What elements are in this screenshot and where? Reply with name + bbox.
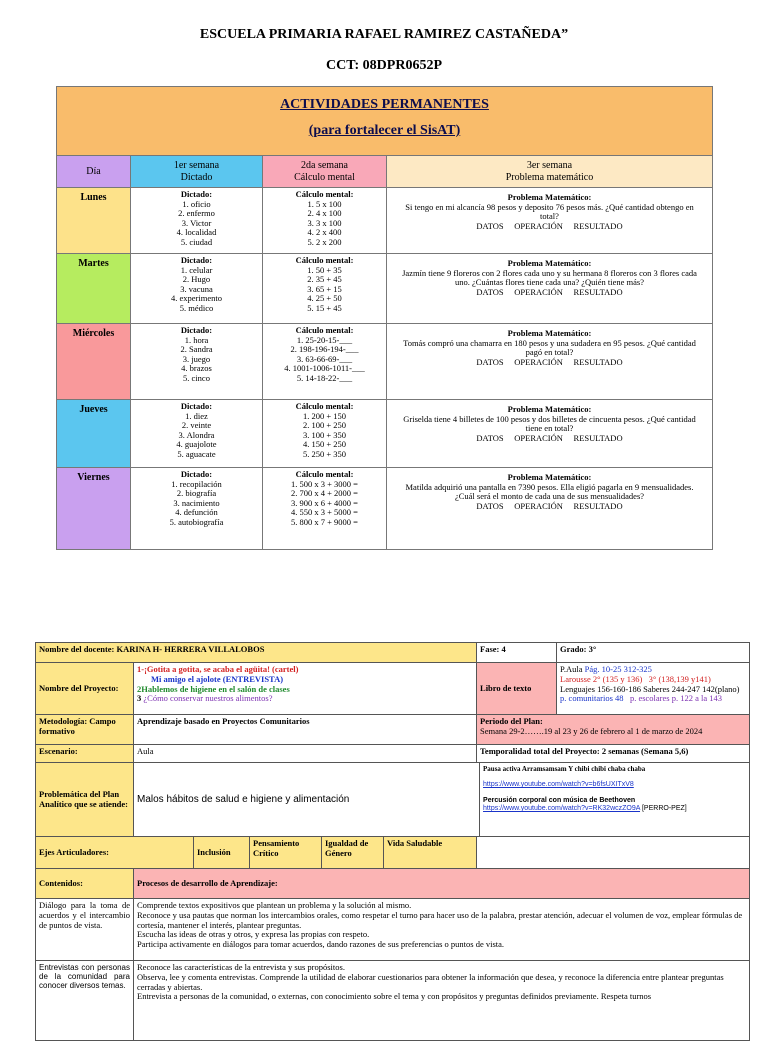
list-item: 5. 2 x 200 <box>307 236 342 247</box>
list-item: 4. defunción <box>175 507 218 518</box>
list-item: 1. recopilación <box>171 478 222 489</box>
dictation-cell: Dictado: 1. oficio 2. enfermo 3. Victor 4. localidad 5. ciudad <box>131 188 263 254</box>
process-label: Procesos de desarrollo de Aprendizaje: <box>134 869 750 899</box>
school-name: ESCUELA PRIMARIA RAFAEL RAMIREZ CASTAÑEDA” <box>199 27 569 42</box>
activity-row <box>57 188 713 254</box>
problem-cell: Problema Matemático: Matilda adquirió una pantalla en 7390 pesos. Ella eligió pagarla en 9 mensualidades. ¿Cuál será el monto de cada una de sus mensualidades? DATOS OPERACIÓN RESULTADO <box>387 468 713 550</box>
activities-title: ACTIVIDADES PERMANENTES <box>280 97 489 113</box>
day-cell: Lunes <box>57 188 131 254</box>
teacher-row: Nombre del docente: KARINA H- HERRERA VILLALOBOS <box>36 643 477 663</box>
col-week1-header: 1er semana Dictado <box>131 156 263 188</box>
list-item: 4. brazos <box>181 363 212 374</box>
day-cell: Miércoles <box>57 324 131 400</box>
list-item: 4. 150 + 250 <box>302 439 347 450</box>
col-day-header: Día <box>57 156 131 188</box>
process-dialogue: Comprende textos expositivos que plantean un problema y la solución al mismo. Reconoce y usa pautas que norman los intercambios orales, como respetar el turno para hacer uso de la palabra, prestar atención, adecuar el volumen de voz, emplear fórmulas de cortesía, mantener el interés, plantear preguntas. Escucha las ideas de otras y otros, y expresa las propias con respeto. Participa activamente en diálogos para tomar acuerdos, dando razones de sus preferencias o puntos de vista. <box>134 899 750 961</box>
mental-calc-cell: Cálculo mental: 1. 50 + 35 2. 35 + 45 3. 65 + 15 4. 25 + 50 5. 15 + 45 <box>263 254 387 324</box>
list-item: 3. 900 x 6 + 4000 = <box>291 497 358 508</box>
problem-cell: Problema Matemático: Griselda tiene 4 billetes de 100 pesos y dos billetes de cincuenta pesos. ¿Qué cantidad tiene en total? DATOS OPERACIÓN RESULTADO <box>387 400 713 468</box>
content-dialogue: Diálogo para la toma de acuerdos y el intercambio de puntos de vista. <box>36 899 134 961</box>
list-item: 3. 63-66-69-___ <box>296 353 353 364</box>
project-name: 1-¡Gotita a gotita, se acaba el agüita! (cartel) Mi amigo el ajolote (ENTREVISTA) 2Hablemos de higiene en el salón de clases 3 ¿Cómo conservar nuestros alimentos? <box>134 663 477 715</box>
list-item: 4. experimento <box>171 293 222 304</box>
problem-cell: Problema Matemático: Si tengo en mi alcancía 98 pesos y deposito 76 pesos más. ¿Qué cantidad obtengo en total? DATOS OPERACIÓN RESULTADO <box>387 188 713 254</box>
list-item: 1. 25-20-15-___ <box>296 334 353 345</box>
phase: Fase: 4 <box>477 643 557 663</box>
duration: Temporalidad total del Proyecto: 2 semanas (Semana 5,6) <box>477 745 750 763</box>
problem-label: Problemática del Plan Analítico que se atiende: <box>36 763 134 837</box>
list-item: 3. Victor <box>181 217 212 228</box>
list-item: 2. Hugo <box>182 274 211 285</box>
scene: Aula <box>134 745 477 763</box>
list-item: 5. cinco <box>183 372 210 383</box>
axes-row <box>36 837 750 869</box>
col-week3-header: 3er semana Problema matemático <box>387 156 713 188</box>
problem-cell: Problema Matemático: Jazmín tiene 9 floreros con 2 flores cada uno y su hermana 8 floreros con 3 flores cada uno. ¿Cuántas flores tiene cada una? ¿Quién tiene más? DATOS OPERACIÓN RESULTADO <box>387 254 713 324</box>
list-item: 2. 100 + 250 <box>302 420 347 431</box>
list-item: 2. veinte <box>181 420 212 431</box>
pause-link[interactable]: https://www.youtube.com/watch?v=b6fsUXITxV8 <box>483 781 634 789</box>
activity-row <box>57 400 713 468</box>
links-cell: Pausa activa Arramsamsam Y chibi chibi chaba chaba https://www.youtube.com/watch?v=b6fsUXITxV8 Percusión corporal con música de Beethoven https://www.youtube.com/watch?v=RK32wczZO9A [PERRO-PEZ] <box>480 763 750 837</box>
activity-row <box>57 254 713 324</box>
activities-table <box>56 86 713 550</box>
list-item: 2. enfermo <box>178 208 215 219</box>
axis-critical-thinking: Pensamiento Crítico <box>250 837 322 869</box>
list-item: 3. vacuna <box>180 283 213 294</box>
activities-header <box>57 87 713 156</box>
grade: Grado: 3° <box>557 643 750 663</box>
problem: Malos hábitos de salud e higiene y alimentación <box>134 763 480 837</box>
activities-subtitle: (para fortalecer el SisAT) <box>308 123 461 138</box>
axis-inclusion: Inclusión <box>194 837 250 869</box>
school-cct: CCT: 08DPR0652P <box>325 58 442 73</box>
percussion-title: Percusión corporal con música de Beethoven <box>483 797 636 805</box>
list-item: 4. 25 + 50 <box>307 293 342 304</box>
problem-cell: Problema Matemático: Tomás compró una chamarra en 180 pesos y una sudadera en 95 pesos. ¿Qué cantidad pagó en total? DATOS OPERACIÓN RESULTADO <box>387 324 713 400</box>
list-item: 3. 65 + 15 <box>307 283 342 294</box>
dictation-cell: Dictado: 1. hora 2. Sandra 3. juego 4. brazos 5. cinco <box>131 324 263 400</box>
list-item: 5. aguacate <box>177 448 216 459</box>
contents-label: Contenidos: <box>36 869 134 899</box>
project-name-label: Nombre del Proyecto: <box>36 663 134 715</box>
period: Periodo del Plan: Semana 29-2…….19 al 23 y 26 de febrero al 1 de marzo de 2024 <box>477 715 750 745</box>
list-item: 1. 5 x 100 <box>307 198 342 209</box>
list-item: 2. 198-196-194-___ <box>290 344 359 355</box>
method: Aprendizaje basado en Proyectos Comunitarios <box>134 715 477 745</box>
textbook-label: Libro de texto <box>477 663 557 715</box>
content-interviews: Entrevistas con personas de la comunidad para conocer diversos temas. <box>36 961 134 1041</box>
list-item: 2. 4 x 100 <box>307 208 342 219</box>
list-item: 5. 250 + 350 <box>302 448 347 459</box>
list-item: 5. 800 x 7 + 9000 = <box>291 516 358 527</box>
list-item: 2. biografía <box>176 488 217 499</box>
list-item: 1. 50 + 35 <box>307 264 342 275</box>
project-table <box>35 642 750 1041</box>
mental-calc-cell: Cálculo mental: 1. 200 + 150 2. 100 + 250 3. 100 + 350 4. 150 + 250 5. 250 + 350 <box>263 400 387 468</box>
list-item: 1. 200 + 150 <box>302 410 347 421</box>
list-item: 5. autobiografía <box>169 516 224 527</box>
axes-label: Ejes Articuladores: <box>36 837 194 869</box>
dictation-cell: Dictado: 1. recopilación 2. biografía 3. nacimiento 4. defunción 5. autobiografía <box>131 468 263 550</box>
list-item: 5. ciudad <box>180 236 213 247</box>
textbook: P.Aula Pág. 10-25 312-325 Larousse 2° (135 y 136) 3° (138,139 y141) Lenguajes 156-160-186 Saberes 244-247 142(plano) p. comunitarios 48 p. escolares p. 122 a la 143 <box>557 663 750 715</box>
list-item: 3. 100 + 350 <box>302 429 347 440</box>
list-item: 4. 1001-1006-1011-___ <box>284 363 365 374</box>
list-item: 4. 550 x 3 + 5000 = <box>291 507 358 518</box>
mental-calc-cell: Cálculo mental: 1. 25-20-15-___ 2. 198-196-194-___ 3. 63-66-69-___ 4. 1001-1006-1011-___ 5. 14-18-22-___ <box>263 324 387 400</box>
list-item: 1. diez <box>185 410 208 421</box>
list-item: 1. oficio <box>182 198 211 209</box>
list-item: 2. 35 + 45 <box>307 274 342 285</box>
day-cell: Viernes <box>57 468 131 550</box>
list-item: 3. juego <box>182 353 211 364</box>
pause-title: Pausa activa Arramsamsam Y chibi chibi chaba chaba <box>483 765 646 773</box>
list-item: 5. médico <box>179 302 214 313</box>
day-cell: Jueves <box>57 400 131 468</box>
list-item: 3. nacimiento <box>173 497 220 508</box>
list-item: 5. 14-18-22-___ <box>296 372 353 383</box>
list-item: 4. 2 x 400 <box>307 227 342 238</box>
list-item: 4. guajolote <box>176 439 217 450</box>
list-item: 1. celular <box>180 264 213 275</box>
process-interviews: Reconoce las características de la entrevista y sus propósitos. Observa, lee y comenta entrevistas. Comprende la utilidad de elaborar cuestionarios para obtener la información que desea, y reconoce la diferencia entre plantear preguntas cerradas y abiertas. Entrevista a personas de la comunidad, o externas, con conocimiento sobre el tema y con propósitos y preguntas definidos previamente. Respeta turnos <box>134 961 750 1041</box>
col-week2-header: 2da semana Cálculo mental <box>263 156 387 188</box>
list-item: 1. hora <box>184 334 209 345</box>
list-item: 5. 15 + 45 <box>307 302 342 313</box>
axis-healthy-life: Vida Saludable <box>384 837 477 869</box>
percussion-link[interactable]: https://www.youtube.com/watch?v=RK32wczZO9A <box>483 805 641 813</box>
list-item: 2. Sandra <box>180 344 213 355</box>
activity-row <box>57 324 713 400</box>
axis-gender-equality: Igualdad de Género <box>322 837 384 869</box>
method-label: Metodología: Campo formativo <box>36 715 134 745</box>
scene-label: Escenario: <box>36 745 134 763</box>
list-item: 3. Alondra <box>178 429 215 440</box>
list-item: 2. 700 x 4 + 2000 = <box>291 488 358 499</box>
activity-row <box>57 468 713 550</box>
axes-empty <box>477 837 750 869</box>
mental-calc-cell: Cálculo mental: 1. 5 x 100 2. 4 x 100 3. 3 x 100 4. 2 x 400 5. 2 x 200 <box>263 188 387 254</box>
dictation-cell: Dictado: 1. celular 2. Hugo 3. vacuna 4. experimento 5. médico <box>131 254 263 324</box>
list-item: 1. 500 x 3 + 3000 = <box>291 478 358 489</box>
list-item: 4. localidad <box>176 227 217 238</box>
mental-calc-cell: Cálculo mental: 1. 500 x 3 + 3000 = 2. 700 x 4 + 2000 = 3. 900 x 6 + 4000 = 4. 550 x 3 + 5000 = 5. 800 x 7 + 9000 = <box>263 468 387 550</box>
day-cell: Martes <box>57 254 131 324</box>
list-item: 3. 3 x 100 <box>307 217 342 228</box>
dictation-cell: Dictado: 1. diez 2. veinte 3. Alondra 4. guajolote 5. aguacate <box>131 400 263 468</box>
